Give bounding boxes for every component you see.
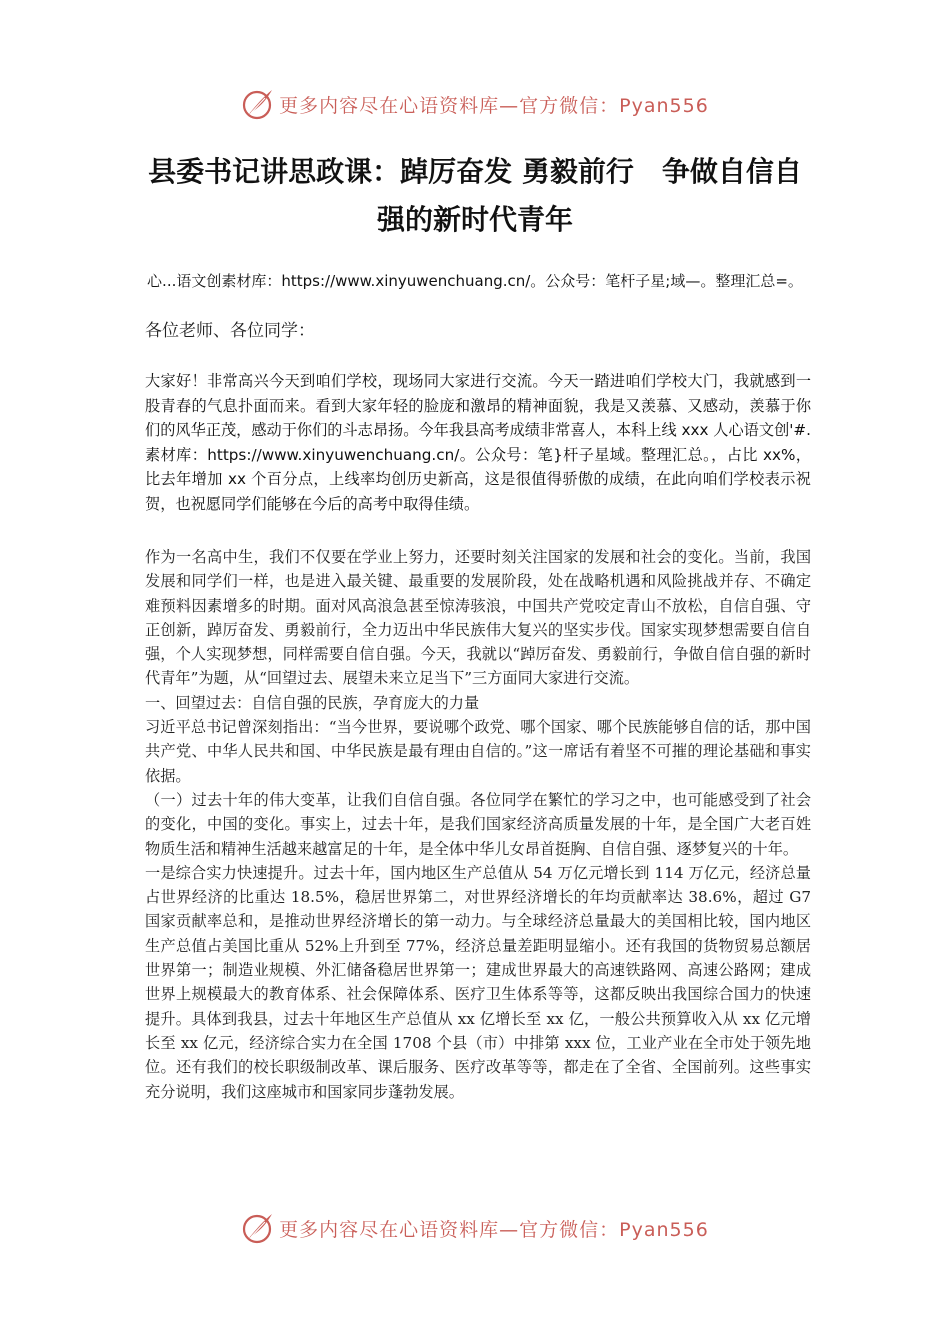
footer-banner bbox=[0, 1208, 950, 1248]
greeting: 各位老师、各位同学： bbox=[145, 321, 315, 341]
intro-paragraph: 大家好！非常高兴今天到咱们学校，现场同大家进行交流。今天一踏进咱们学校大门，我就感到一股青春的气息扑面而来。看到大家年轻的脸庞和激昂的精神面貌，我是又羡慕、又感动，羡慕于你们的风华正茂，感动于你们的斗志昂扬。今年我县高考成绩非常喜人，本科上线 xxx 人心语文创'#.素材库：https://www.xinyuwenchuang.cn/。公众号：笔}杆子星域。整理汇总。，占比 xx%，比去年增加 xx 个百分点，上线率均创历史新高，这是很值得骄傲的成绩，在此向咱们学校表示祝贺，也祝愿同学们能够在今后的高考中取得佳绩。 bbox=[145, 372, 811, 513]
source-note: 心...语文创素材库：https://www.xinyuwenchuang.cn/。公众号：笔杆子星;域—。整理汇总=。 bbox=[147, 272, 803, 290]
paragraph: （一）过去十年的伟大变革，让我们自信自强。各位同学在繁忙的学习之中，也可能感受到了社会的变化，中国的变化。事实上，过去十年，是我们国家经济高质量发展的十年，是全国广大老百姓物质生活和精神生活越来越富足的十年，是全体中华儿女昂首挺胸、自信自强、逐梦复兴的十年。 bbox=[145, 790, 811, 858]
quill-logo-icon bbox=[241, 87, 275, 121]
header-banner-text: 更多内容尽在心语资料库—官方微信：Pyan556 bbox=[279, 94, 709, 117]
header-banner bbox=[0, 84, 950, 124]
document-title: 县委书记讲思政课：踔厉奋发 勇毅前行 争做自信自强的新时代青年 bbox=[148, 155, 802, 236]
footer-banner-text: 更多内容尽在心语资料库—官方微信：Pyan556 bbox=[279, 1218, 709, 1241]
quill-logo-icon bbox=[241, 1211, 275, 1245]
body-text bbox=[145, 545, 811, 1104]
paragraph: 习近平总书记曾深刻指出：“当今世界，要说哪个政党、哪个国家、哪个民族能够自信的话，那中国共产党、中华人民共和国、中华民族是最有理由自信的。”这一席话有着坚不可摧的理论基础和事实依据。 bbox=[145, 718, 811, 785]
paragraph: 作为一名高中生，我们不仅要在学业上努力，还要时刻关注国家的发展和社会的变化。当前，我国发展和同学们一样，也是进入最关键、最重要的发展阶段，处在战略机遇和风险挑战并存、不确定难预料因素增多的时期。面对风高浪急甚至惊涛骇浪，中国共产党咬定青山不放松，自信自强、守正创新，踔厉奋发、勇毅前行，全力迈出中华民族伟大复兴的坚实步伐。国家实现梦想需要自信自强，个人实现梦想，同样需要自信自强。今天，我就以“踔厉奋发、勇毅前行，争做自信自强的新时代青年”为题，从“回望过去、展望未来立足当下”三方面同大家进行交流。 bbox=[145, 548, 811, 688]
paragraph: 一是综合实力快速提升。过去十年，国内地区生产总值从 54 万亿元增长到 114 万亿元，经济总量占世界经济的比重达 18.5%，稳居世界第二，对世界经济增长的年均贡献率达 38.6%，超过 G7 国家贡献率总和，是推动世界经济增长的第一动力。与全球经济总量最大的美国相比较，国内地区生产总值占美国比重从 52%上升到至 77%，经济总量差距明显缩小。还有我国的货物贸易总额居世界第一；制造业规模、外汇储备稳居世界第一；建成世界最大的高速铁路网、高速公路网；建成世界上规模最大的教育体系、社会保障体系、医疗卫生体系等等，这都反映出我国综合国力的快速提升。具体到我县，过去十年地区生产总值从 xx 亿增长至 xx 亿，一般公共预算收入从 xx 亿元增长至 xx 亿元，经济综合实力在全国 1708 个县（市）中排第 xxx 位，工业产业在全市处于领先地位。还有我们的校长职级制改革、课后服务、医疗改革等等，都走在了全省、全国前列。这些事实充分说明，我们这座城市和国家同步蓬勃发展。 bbox=[145, 863, 811, 1101]
section-heading: 一、回望过去：自信自强的民族，孕育庞大的力量 bbox=[145, 693, 480, 712]
